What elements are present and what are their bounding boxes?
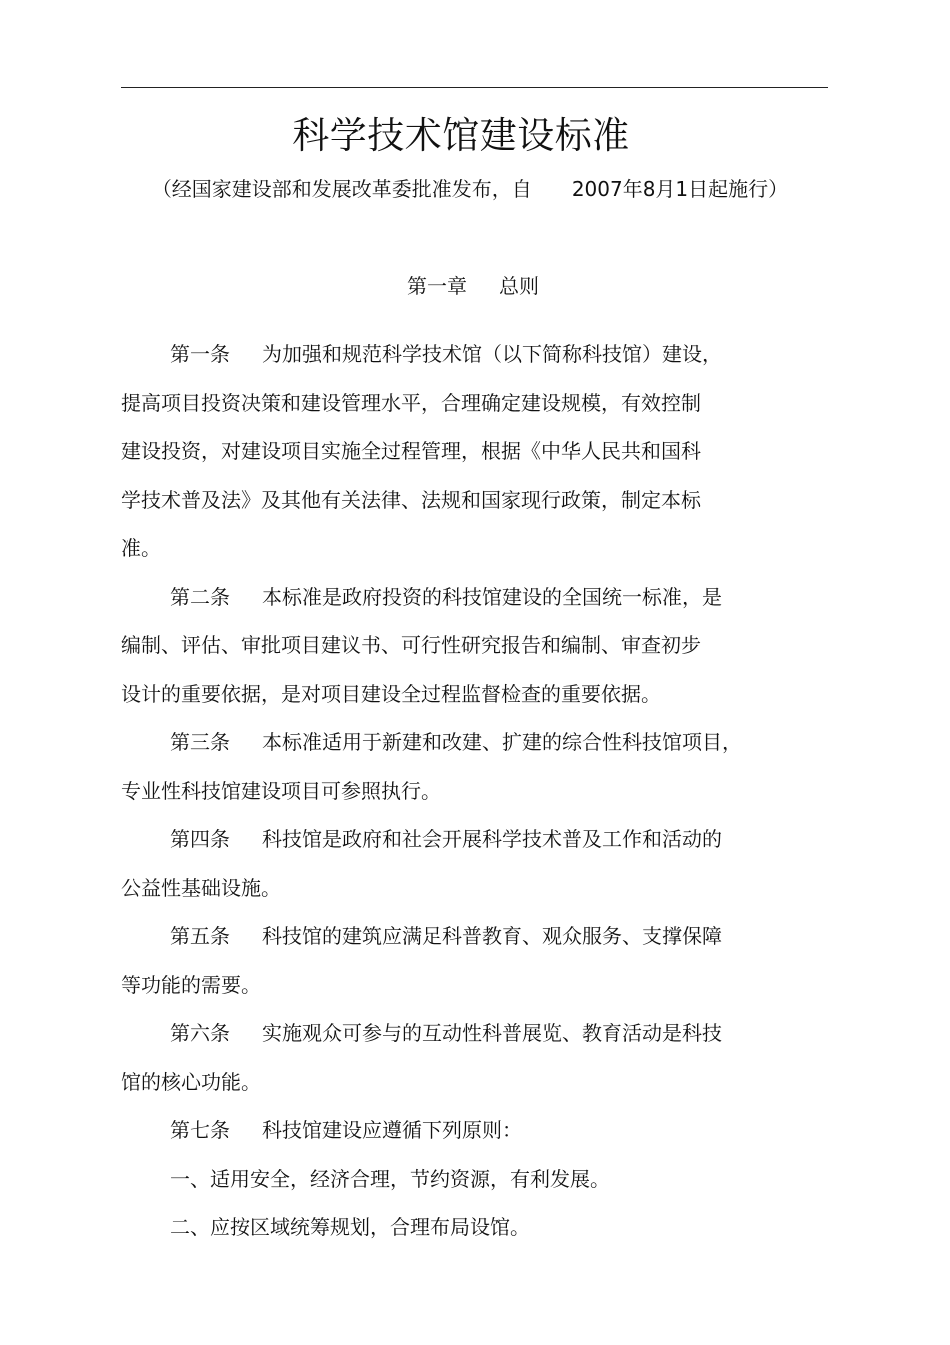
- document-title: 科学技术馆建设标准: [292, 114, 630, 157]
- principle-item: 一、适用安全，经济合理，节约资源，有利发展。: [170, 1166, 610, 1191]
- article-3: [121, 718, 781, 815]
- article-text-line: 本标准适用于新建和改建、扩建的综合性科技馆项目，: [262, 730, 742, 754]
- chapter-name: 总则: [499, 274, 539, 298]
- article-7: [121, 1106, 781, 1252]
- article-number: 第七条: [170, 1118, 230, 1142]
- header-rule: [121, 87, 828, 88]
- subtitle-part-2: 2007年8月1日起施行）: [571, 177, 789, 201]
- subtitle-part-1: （经国家建设部和发展改革委批准发布，自: [151, 177, 532, 201]
- article-text-line: 建设投资，对建设项目实施全过程管理，根据《中华人民共和国科: [121, 439, 701, 463]
- article-text-line: 科技馆的建筑应满足科普教育、观众服务、支撑保障: [262, 924, 722, 948]
- article-text-line: 为加强和规范科学技术馆（以下简称科技馆）建设，: [262, 342, 722, 366]
- article-text-line: 学技术普及法》及其他有关法律、法规和国家现行政策，制定本标: [121, 487, 701, 512]
- article-number: 第一条: [170, 342, 230, 366]
- article-text-line: 本标准是政府投资的科技馆建设的全国统一标准，是: [262, 584, 722, 609]
- chapter-number: 第一章: [407, 274, 467, 298]
- article-number: 第六条: [170, 1021, 230, 1045]
- article-number: 第五条: [170, 924, 230, 948]
- article-6: [121, 1009, 781, 1106]
- article-text-line: 设计的重要依据，是对项目建设全过程监督检查的重要依据。: [121, 681, 661, 706]
- article-text-line: 实施观众可参与的互动性科普展览、教育活动是科技: [262, 1021, 722, 1045]
- article-number: 第二条: [170, 584, 230, 609]
- article-1: [121, 330, 781, 573]
- article-number: 第四条: [170, 827, 230, 851]
- chapter-heading: [0, 272, 946, 300]
- article-text-line: 提高项目投资决策和建设管理水平，合理确定建设规模，有效控制: [121, 390, 701, 415]
- article-text-line: 准。: [121, 536, 161, 560]
- article-text-line: 馆的核心功能。: [121, 1069, 261, 1094]
- document-body: [121, 330, 781, 1252]
- article-2: [121, 573, 781, 719]
- article-text-line: 专业性科技馆建设项目可参照执行。: [121, 778, 441, 803]
- article-text-line: 科技馆是政府和社会开展科学技术普及工作和活动的: [262, 827, 722, 851]
- document-subtitle: [0, 175, 940, 203]
- article-4: [121, 815, 781, 912]
- article-text-line: 编制、评估、审批项目建议书、可行性研究报告和编制、审查初步: [121, 633, 701, 657]
- article-text-line: 等功能的需要。: [121, 972, 261, 997]
- article-text-line: 公益性基础设施。: [121, 875, 281, 900]
- article-number: 第三条: [170, 730, 230, 754]
- article-5: [121, 912, 781, 1009]
- article-text-line: 科技馆建设应遵循下列原则：: [262, 1118, 522, 1142]
- principle-item: 二、应按区域统筹规划，合理布局设馆。: [170, 1215, 530, 1239]
